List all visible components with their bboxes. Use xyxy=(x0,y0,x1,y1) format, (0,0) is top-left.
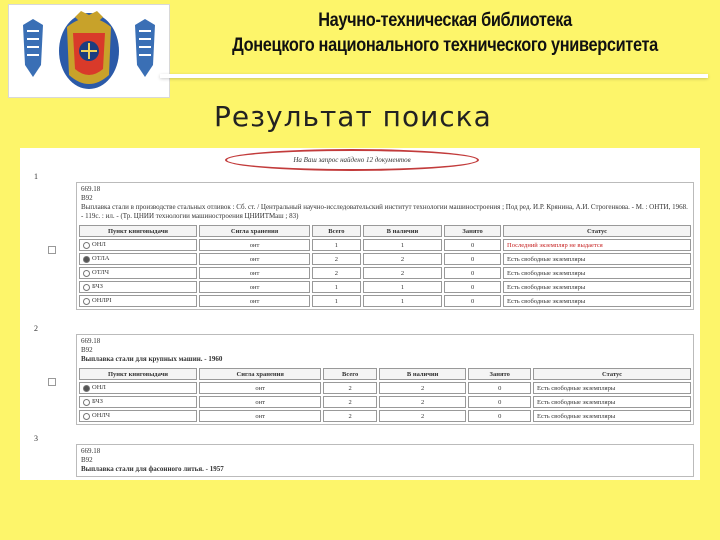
result-code: 669.18 xyxy=(81,447,101,455)
result-code: 669.18 xyxy=(81,337,101,345)
column-header: Пункт книговыдачи xyxy=(79,368,197,380)
total-cell: 1 xyxy=(312,239,361,251)
pickup-point-cell[interactable] xyxy=(79,239,197,251)
taken-cell: 0 xyxy=(444,239,501,251)
sigla-cell: онт xyxy=(199,281,310,293)
result-description: Выплавка стали в производстве стальных отливок : Сб. ст. / Центральный научно-исследовательский институт технологии машиностроения ; Под ред. И.Р. Крянина, А.И. Строгенкова. - М. : ОНТИ, 1968. - 119с. : ил. - (Тр. ЦНИИ технологии машиностроения ЦНИИТМаш ; 83) xyxy=(81,203,688,220)
pickup-point-label: ОНЛ xyxy=(92,241,106,249)
radio-button[interactable] xyxy=(83,399,90,406)
available-cell: 2 xyxy=(379,410,466,422)
total-cell: 2 xyxy=(323,382,377,394)
result-number: 3 xyxy=(34,434,38,443)
sigla-cell: онт xyxy=(199,239,310,251)
pickup-point-label: БЧЗ xyxy=(92,398,103,406)
status-cell: Есть свободные экземпляры xyxy=(503,267,691,279)
pickup-point-label: ОТЛА xyxy=(92,255,110,263)
result-item xyxy=(76,444,694,477)
available-cell: 1 xyxy=(363,295,442,307)
table-row xyxy=(79,281,691,293)
total-cell: 1 xyxy=(312,281,361,293)
result-description: Выплавка стали для крупных машин. - 1960 xyxy=(81,355,223,363)
holdings-table xyxy=(77,223,693,309)
sigla-cell: онт xyxy=(199,267,310,279)
pickup-point-cell[interactable] xyxy=(79,410,197,422)
column-header: В наличии xyxy=(379,368,466,380)
search-results-panel xyxy=(20,148,700,480)
result-checkbox[interactable] xyxy=(48,246,56,254)
status-cell: Есть свободные экземпляры xyxy=(533,382,691,394)
status-cell: Есть свободные экземпляры xyxy=(533,396,691,408)
column-header: Сигла хранения xyxy=(199,368,321,380)
sigla-cell: онт xyxy=(199,382,321,394)
available-cell: 1 xyxy=(363,281,442,293)
result-checkbox[interactable] xyxy=(48,378,56,386)
result-meta xyxy=(77,445,693,476)
table-row xyxy=(79,396,691,408)
total-cell: 2 xyxy=(323,410,377,422)
total-cell: 2 xyxy=(323,396,377,408)
sigla-cell: онт xyxy=(199,396,321,408)
column-header: Всего xyxy=(323,368,377,380)
library-logo xyxy=(8,4,170,98)
pickup-point-label: ОНЛ xyxy=(92,384,106,392)
column-header: Всего xyxy=(312,225,361,237)
pickup-point-cell[interactable] xyxy=(79,253,197,265)
result-code: В92 xyxy=(81,456,93,464)
found-count-note xyxy=(225,149,479,171)
sigla-cell: онт xyxy=(199,295,310,307)
radio-button[interactable] xyxy=(83,284,90,291)
taken-cell: 0 xyxy=(444,281,501,293)
holdings-table xyxy=(77,366,693,424)
result-meta xyxy=(77,335,693,366)
result-code: 669.18 xyxy=(81,185,101,193)
header-divider xyxy=(160,74,708,78)
total-cell: 2 xyxy=(312,253,361,265)
column-header: Пункт книговыдачи xyxy=(79,225,197,237)
taken-cell: 0 xyxy=(468,382,531,394)
result-number: 1 xyxy=(34,172,38,181)
pickup-point-label: ОТЛЧ xyxy=(92,269,109,277)
pickup-point-cell[interactable] xyxy=(79,295,197,307)
library-title-line1: Научно-техническая библиотека xyxy=(318,10,572,31)
pickup-point-cell[interactable] xyxy=(79,382,197,394)
table-row xyxy=(79,410,691,422)
status-cell: Есть свободные экземпляры xyxy=(503,253,691,265)
radio-button[interactable] xyxy=(83,256,90,263)
library-title-line2: Донецкого национального технического университета xyxy=(232,35,658,56)
table-header-row xyxy=(79,225,691,237)
radio-button[interactable] xyxy=(83,270,90,277)
radio-button[interactable] xyxy=(83,385,90,392)
result-item xyxy=(76,334,694,425)
table-row xyxy=(79,239,691,251)
taken-cell: 0 xyxy=(444,267,501,279)
total-cell: 2 xyxy=(312,267,361,279)
table-header-row xyxy=(79,368,691,380)
pickup-point-cell[interactable] xyxy=(79,267,197,279)
result-meta xyxy=(77,183,693,223)
coat-of-arms-icon xyxy=(9,5,169,97)
column-header: Статус xyxy=(503,225,691,237)
library-title xyxy=(213,8,677,58)
result-item xyxy=(76,182,694,310)
status-cell: Есть свободные экземпляры xyxy=(503,295,691,307)
taken-cell: 0 xyxy=(468,396,531,408)
pickup-point-label: ОНЛРІ xyxy=(92,297,112,305)
total-cell: 1 xyxy=(312,295,361,307)
available-cell: 2 xyxy=(363,253,442,265)
table-row xyxy=(79,295,691,307)
radio-button[interactable] xyxy=(83,413,90,420)
table-row xyxy=(79,382,691,394)
result-number: 2 xyxy=(34,324,38,333)
page-title: Результат поиска xyxy=(214,100,492,133)
pickup-point-label: ОНЛЧ xyxy=(92,412,111,420)
sigla-cell: онт xyxy=(199,410,321,422)
column-header: Занято xyxy=(444,225,501,237)
available-cell: 2 xyxy=(379,396,466,408)
available-cell: 1 xyxy=(363,239,442,251)
radio-button[interactable] xyxy=(83,298,90,305)
pickup-point-cell[interactable] xyxy=(79,281,197,293)
radio-button[interactable] xyxy=(83,242,90,249)
result-code: В92 xyxy=(81,194,93,202)
status-cell: Есть свободные экземпляры xyxy=(533,410,691,422)
result-description: Выплавка стали для фасонного литья. - 1957 xyxy=(81,465,224,473)
table-row xyxy=(79,253,691,265)
status-cell: Последний экземпляр не выдается xyxy=(503,239,691,251)
taken-cell: 0 xyxy=(444,253,501,265)
found-count-text: На Ваш запрос найдено 12 документов xyxy=(293,156,411,164)
taken-cell: 0 xyxy=(468,410,531,422)
column-header: Статус xyxy=(533,368,691,380)
pickup-point-cell[interactable] xyxy=(79,396,197,408)
table-row xyxy=(79,267,691,279)
pickup-point-label: БЧЗ xyxy=(92,283,103,291)
sigla-cell: онт xyxy=(199,253,310,265)
column-header: Занято xyxy=(468,368,531,380)
taken-cell: 0 xyxy=(444,295,501,307)
status-cell: Есть свободные экземпляры xyxy=(503,281,691,293)
available-cell: 2 xyxy=(363,267,442,279)
column-header: В наличии xyxy=(363,225,442,237)
available-cell: 2 xyxy=(379,382,466,394)
column-header: Сигла хранения xyxy=(199,225,310,237)
result-code: В92 xyxy=(81,346,93,354)
